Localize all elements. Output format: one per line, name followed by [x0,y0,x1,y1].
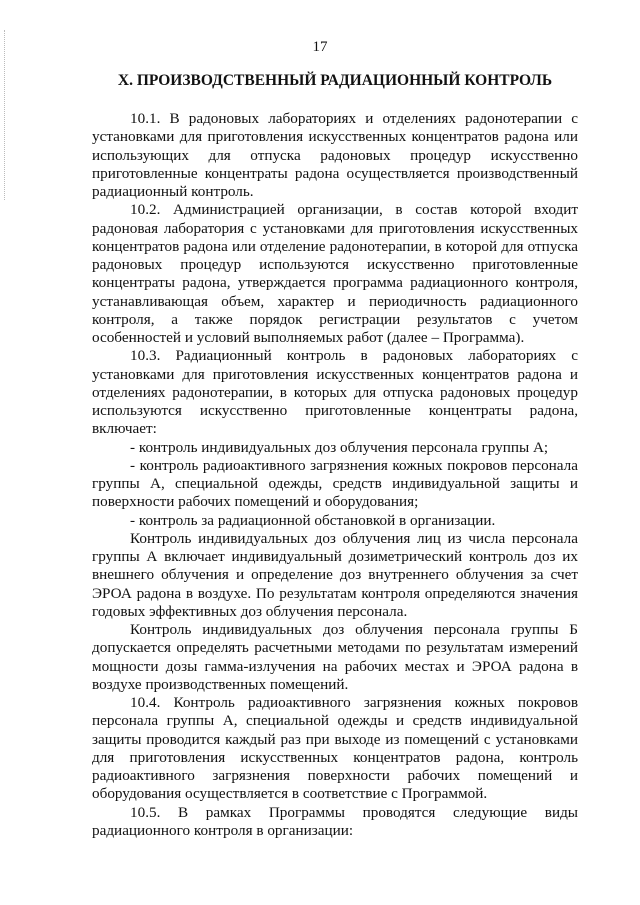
paragraph-10-3: 10.3. Радиационный контроль в радоновых лабораториях с установками для приготовления искусственных концентратов радона и отделениях радонотерапии, в которых для отпуска радоновых процедур используются искусственно приготовленные концентраты радона, включает: [92,347,578,438]
paragraph-10-4: 10.4. Контроль радиоактивного загрязнения кожных покровов персонала группы А, специальной одежды и средств индивидуальной защиты проводится каждый раз при выходе из помещений с установками для приготовления искусственных концентратов радона, контроль радиоактивного загрязнения поверхности рабочих помещений и оборудования осуществляется в соответствие с Программой. [92,694,578,803]
list-item-individual-dose: - контроль индивидуальных доз облучения персонала группы А; [130,438,549,456]
document-body [92,110,578,840]
paragraph-10-5: 10.5. В рамках Программы проводятся следующие виды радиационного контроля в организации: [92,803,578,839]
paragraph-group-b-dose: Контроль индивидуальных доз облучения персонала группы Б допускается определять расчетными методами по результатам измерений мощности дозы гамма-излучения на рабочих местах и ЭРОА радона в воздухе производственных помещений. [92,621,578,693]
list-item-radiation-situation: - контроль за радиационной обстановкой в организации. [130,511,496,529]
paragraph-10-2: 10.2. Администрацией организации, в состав которой входит радоновая лаборатория с установками для приготовления искусственных концентратов радона или отделение радонотерапии, в которой для отпуска радоновых процедур используются искусственно приготовленные концентраты радона, утверждается программа радиационного контроля, устанавливающая объем, характер и периодичность радиационного контроля, а также порядок регистрации результатов с учетом особенностей и условий выполняемых работ (далее – Программа). [92,201,578,346]
paragraph-10-1: 10.1. В радоновых лабораториях и отделениях радонотерапии с установками для приготовления искусственных концентратов радона или использующих для отпуска радоновых процедур искусственно приготовленные концентраты радона осуществляется производственный радиационный контроль. [92,110,578,200]
list-item-contamination: - контроль радиоактивного загрязнения кожных покровов персонала группы А, специальной одежды, средств индивидуальной защиты и поверхности рабочих помещений и оборудования; [92,456,578,511]
page-number: 17 [312,39,328,55]
paragraph-group-a-dose: Контроль индивидуальных доз облучения лиц из числа персонала группы А включает индивидуальный дозиметрический контроль доз их внешнего облучения и определение доз внутреннего облучения за счет ЭРОА радона в воздухе. По результатам контроля определяются значения годовых эффективных доз облучения персонала. [92,529,578,620]
section-heading: X. ПРОИЗВОДСТВЕННЫЙ РАДИАЦИОННЫЙ КОНТРОЛЬ [117,72,553,89]
